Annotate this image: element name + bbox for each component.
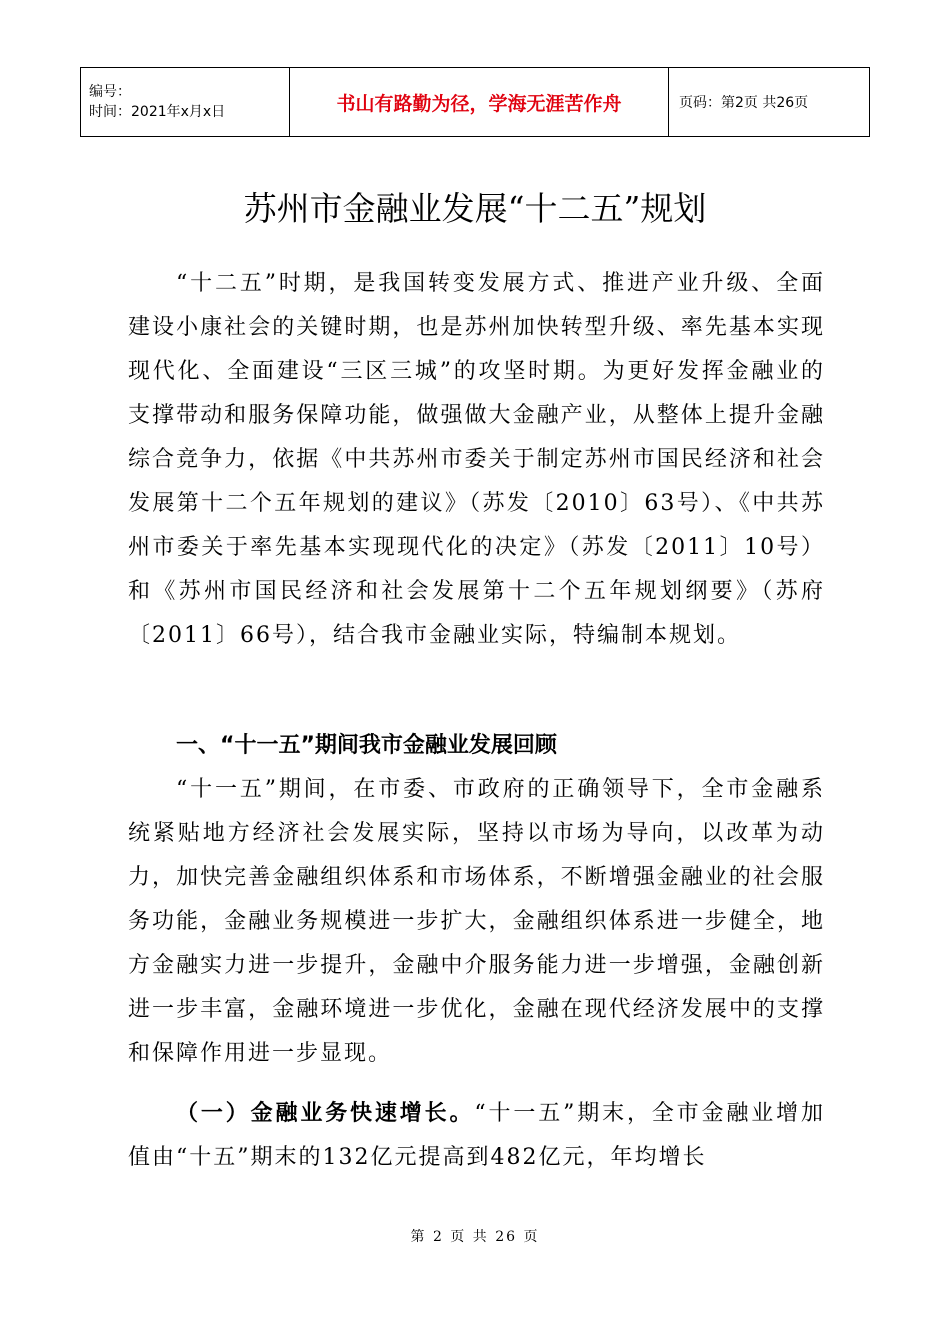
- subsection-text: “十一五”期末，全市金融业增加值由“十五”期末的132亿元提高到482亿元，年均增长: [128, 1101, 825, 1170]
- section-heading: 一、“十一五”期间我市金融业发展回顾: [176, 733, 557, 758]
- intro-paragraph: “十二五”时期，是我国转变发展方式、推进产业升级、全面建设小康社会的关键时期，也是苏州加快转型升级、率先基本实现现代化、全面建设“三区三城”的攻坚时期。为更好发挥金融业的支撑带动和服务保障功能，做强做大金融产业，从整体上提升金融综合竞争力，依据《中共苏州市委关于制定苏州市国民经济和社会发展第十二个五年规划的建议》（苏发〔2010〕63号）、《中共苏州市委关于率先基本实现现代化的决定》（苏发〔2011〕10号）和《苏州市国民经济和社会发展第十二个五年规划纲要》（苏府〔2011〕66号），结合我市金融业实际，特编制本规划。: [128, 271, 825, 648]
- subsection-paragraph: [128, 1092, 825, 1180]
- header-motto: 书山有路勤为径，学海无涯苦作舟: [290, 68, 669, 137]
- header-page-label: 页码：第2页 共26页: [669, 68, 870, 137]
- header-meta-cell: [81, 68, 290, 137]
- header-table: [80, 67, 870, 137]
- section-paragraph: “十一五”期间，在市委、市政府的正确领导下，全市金融系统紧贴地方经济社会发展实际，坚持以市场为导向，以改革为动力，加快完善金融组织体系和市场体系，不断增强金融业的社会服务功能，金融业务规模进一步扩大，金融组织体系进一步健全，地方金融实力进一步提升，金融中介服务能力进一步增强，金融创新进一步丰富，金融环境进一步优化，金融在现代经济发展中的支撑和保障作用进一步显现。: [128, 777, 825, 1066]
- page-footer: 第 2 页 共 26 页: [410, 1229, 540, 1245]
- serial-label: 编号：: [89, 84, 131, 100]
- time-label: 时间：2021年x月x日: [89, 104, 226, 120]
- subsection-lead: （一）金融业务快速增长。: [176, 1101, 475, 1126]
- document-title: 苏州市金融业发展“十二五”规划: [243, 189, 707, 229]
